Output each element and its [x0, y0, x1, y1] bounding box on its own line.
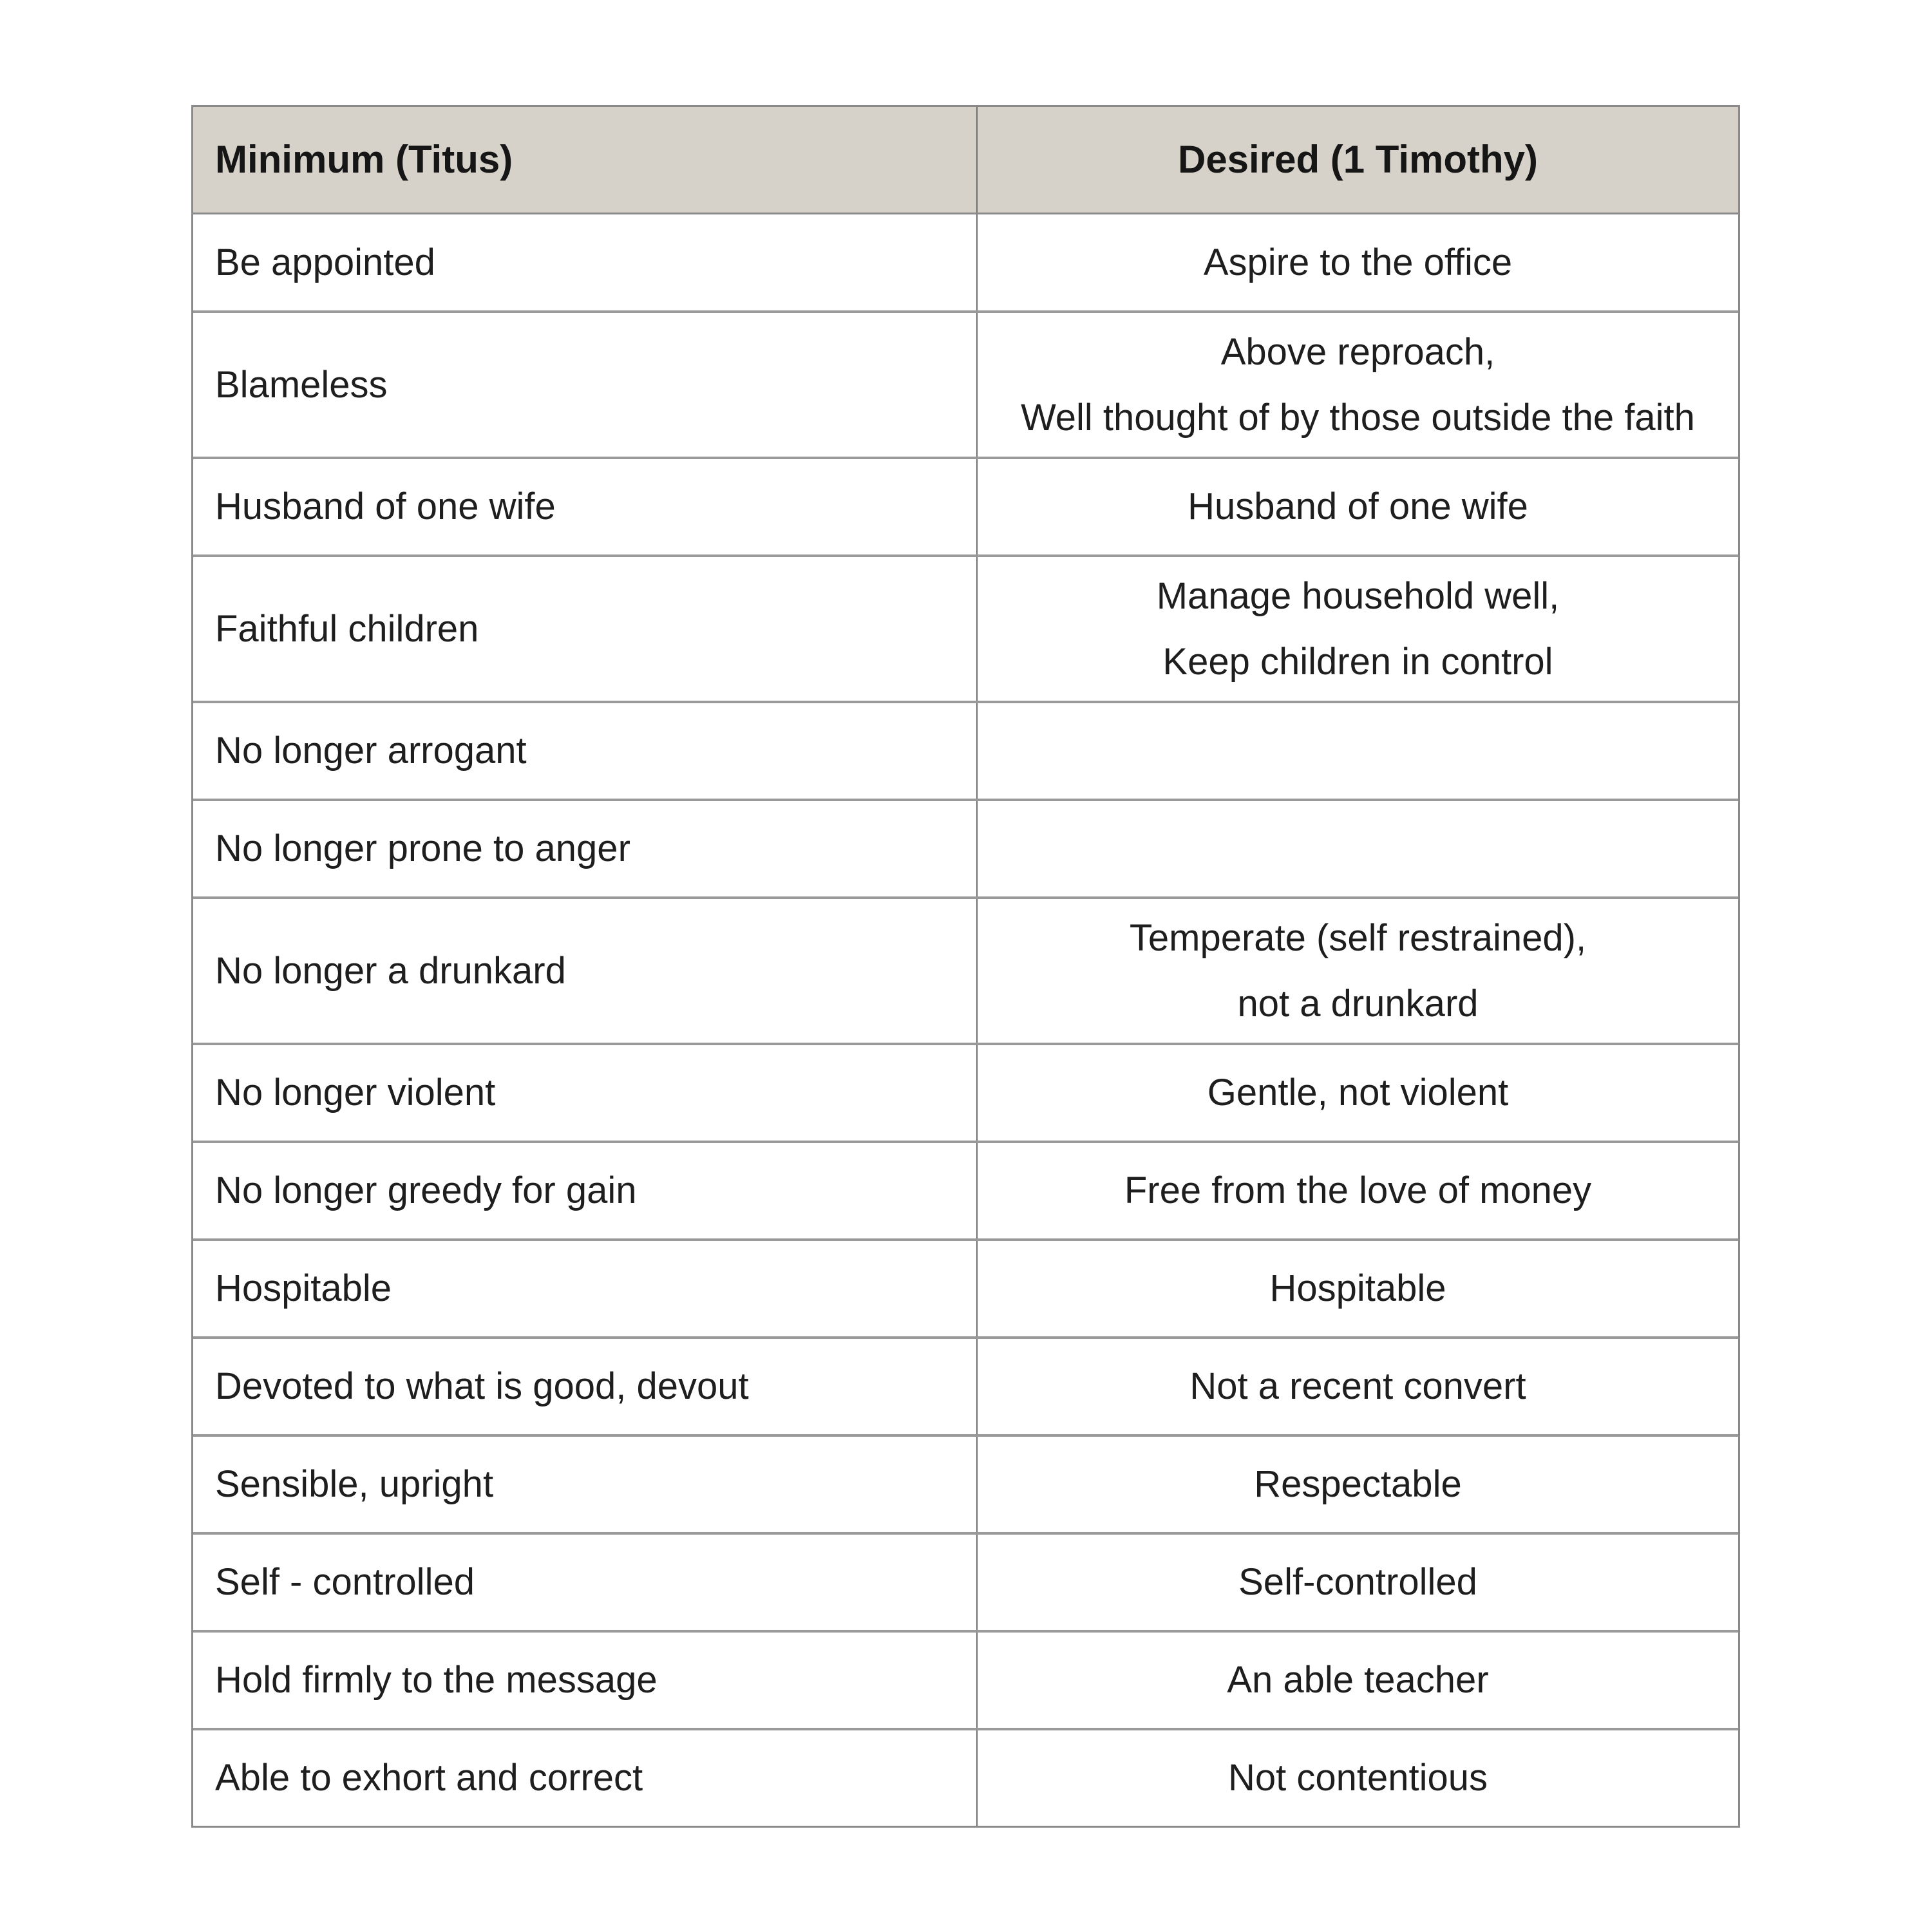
table-body: [193, 213, 1738, 1826]
desired-cell: [978, 1339, 1738, 1434]
desired-cell: [978, 1241, 1738, 1336]
desired-line: Well thought of by those outside the faith: [1021, 396, 1695, 439]
table-row: [193, 1043, 1738, 1141]
desired-line: Not a recent convert: [1189, 1365, 1526, 1408]
desired-cell: [978, 1535, 1738, 1630]
minimum-cell: Able to exhort and correct: [193, 1730, 978, 1826]
column-header-desired-1-timothy: Desired (1 Timothy): [1177, 138, 1538, 181]
minimum-cell: Blameless: [193, 313, 978, 457]
minimum-cell: Devoted to what is good, devout: [193, 1339, 978, 1434]
desired-line: Temperate (self restrained),: [1129, 917, 1587, 959]
desired-line: Above reproach,: [1220, 331, 1495, 373]
desired-cell: [978, 1633, 1738, 1728]
table-row: [193, 1728, 1738, 1826]
minimum-cell: Sensible, upright: [193, 1437, 978, 1532]
table-row: [193, 1336, 1738, 1434]
desired-line: Self-controlled: [1238, 1561, 1477, 1604]
table-row: [193, 213, 1738, 310]
desired-cell: [978, 899, 1738, 1043]
desired-cell: [978, 557, 1738, 701]
column-header-minimum-titus: Minimum (Titus): [193, 107, 978, 213]
desired-cell: [978, 214, 1738, 310]
desired-cell: [978, 313, 1738, 457]
table-row: [193, 1434, 1738, 1532]
table-row: [193, 1532, 1738, 1630]
minimum-cell: No longer prone to anger: [193, 801, 978, 896]
desired-line: An able teacher: [1227, 1659, 1489, 1701]
desired-cell: [978, 1730, 1738, 1826]
minimum-cell: No longer arrogant: [193, 703, 978, 799]
minimum-cell: No longer greedy for gain: [193, 1143, 978, 1238]
minimum-cell: Self - controlled: [193, 1535, 978, 1630]
desired-cell: [978, 459, 1738, 554]
desired-line: Not contentious: [1227, 1757, 1488, 1799]
table-row: [193, 457, 1738, 554]
desired-cell: [978, 1437, 1738, 1532]
table-row: [193, 896, 1738, 1043]
desired-cell: [978, 1045, 1738, 1141]
elder-qualifications-table: [191, 105, 1740, 1828]
desired-cell: [978, 801, 1738, 896]
desired-line: Husband of one wife: [1188, 486, 1528, 528]
table-row: [193, 1238, 1738, 1336]
table-row: [193, 554, 1738, 701]
minimum-cell: Hospitable: [193, 1241, 978, 1336]
table-row: [193, 1141, 1738, 1238]
table-header-row: [193, 107, 1738, 213]
minimum-cell: Be appointed: [193, 214, 978, 310]
minimum-cell: Faithful children: [193, 557, 978, 701]
table-row: [193, 799, 1738, 896]
table-row: [193, 1630, 1738, 1728]
desired-cell: [978, 1143, 1738, 1238]
table-row: [193, 310, 1738, 457]
desired-cell: [978, 703, 1738, 799]
desired-line: Respectable: [1254, 1463, 1462, 1506]
desired-line: Hospitable: [1269, 1267, 1446, 1310]
desired-line: not a drunkard: [1237, 982, 1479, 1025]
minimum-cell: Husband of one wife: [193, 459, 978, 554]
desired-line: Free from the love of money: [1124, 1170, 1592, 1212]
minimum-cell: Hold firmly to the message: [193, 1633, 978, 1728]
table-row: [193, 701, 1738, 799]
desired-line: Aspire to the office: [1203, 241, 1513, 283]
desired-line: Keep children in control: [1162, 640, 1553, 683]
desired-line: Manage household well,: [1156, 575, 1560, 617]
minimum-cell: No longer violent: [193, 1045, 978, 1141]
minimum-cell: No longer a drunkard: [193, 899, 978, 1043]
desired-line: Gentle, not violent: [1207, 1072, 1509, 1114]
